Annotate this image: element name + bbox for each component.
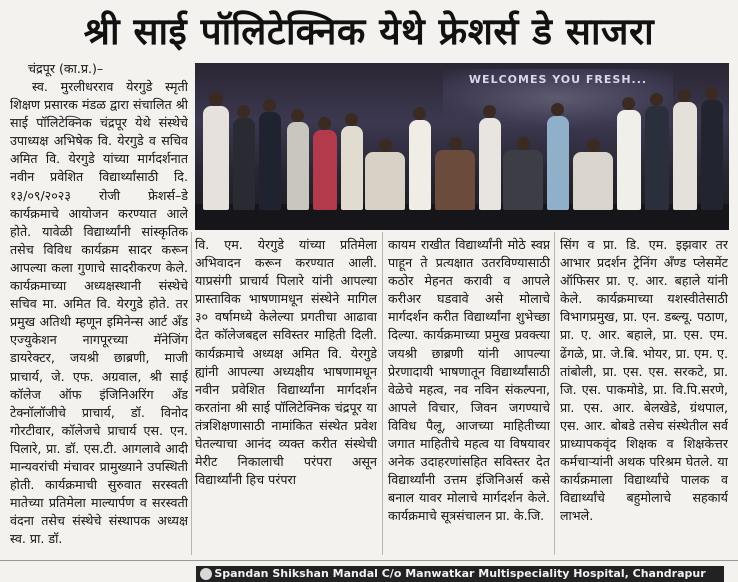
column-divider [191,232,192,555]
event-group-photo [195,63,729,230]
footer-divider [0,560,738,561]
column-divider [382,232,383,555]
article-column-1: स्व. मुरलीधरराव येरगुडे स्मृती शिक्षण प्रसारक मंडळ द्वारा संचालित श्री साई पॉलिटेक्निक चंद्रपूर येथे संस्थेचे उपाध्यक्ष अभिषेक वि. येरगुडे व सचिव अमित वि. येरगुडे यांच्या मार्गदर्शनात नवीन प्रवेशित विद्यार्थ्यांसाठी दि. १३/०९/२०२३ रोजी फ्रेशर्स–डे कार्यक्रमाचे आयोजन करण्यात आले होते. यावेळी विद्यार्थ्यांनी सांस्कृतिक तसेच विविध कार्यक्रम सादर करून आपल्या कला गुणाचे सादरीकरण केले. कार्यक्रमाच्या अध्यक्षस्थानी संस्थेचे सचिव मा. अमित वि. येरगुडे होते. तर प्रमुख अतिथी म्हणून इमिनेन्स आर्ट अँड एज्युकेशन नागपूरच्या मॅनेजिंग डायरेक्टर, जयश्री छाब्रणी, माजी प्राचार्य, जे. एफ. अग्रवाल, श्री साई कॉलेज ऑफ इंजिनिअरिंग अँड टेक्नॉलॉजीचे प्राचार्य, डॉ. विनोद गोरटीवार, कॉलेजचे प्राचार्य एस. एन. पिलारे, प्रा. डॉ. एस.टी. आगलावे आदी मान्यवरांची मंचावर प्रामुख्याने उपस्थिती होती. कार्यक्रमाची सुरुवात सरस्वती मातेच्या प्रतिमेला माल्यार्पण व सरस्वती वंदना तसेच संस्थेचे संस्थापक अध्यक्ष स्व. प्रा. डॉ. [10,79,188,547]
article-dateline: चंद्रपूर (का.प्र.)– [28,61,104,76]
article-headline: श्री साई पॉलिटेक्निक येथे फ्रेशर्स डे साजरा [83,9,655,53]
column-divider [554,232,555,555]
article-column-3: कायम राखीत विद्यार्थ्यांनी मोठे स्वप्न पाहून ते प्रत्यक्षात उतरविण्यासाठी कठोर मेहनत करावी व आपले करीअर घडवावे असे मोलाचे मार्गदर्शन करीत विद्यार्थ्यांना शुभेच्छा दिल्या. कार्यक्रमाच्या प्रमुख प्रवक्त्या जयश्री छाब्रणी यांनी आपल्या प्रेरणादायी भाषणातून विद्यार्थ्यांसाठी वेळेचे महत्व, नव नविन संकल्पना, आपले विचार, जिवन जगण्याचे विविध पैलू, आजच्या माहितीच्या जगात माहितीचे महत्व या विषयावर अनेक उदाहरणांसहित सविस्तर देत विद्यार्थ्यांनी उत्तम इंजिनिअर्स कसे बनाल यावर मोलाचे मार्गदर्शन केले. कार्यक्रमाचे सूत्रसंचालन प्रा. के.जि. [388,237,550,524]
article-column-2: वि. एम. येरगुडे यांच्या प्रतिमेला अभिवादन करून करण्यात आली. याप्रसंगी प्राचार्य पिलारे यांनी आपल्या प्रास्ताविक भाषणामधून संस्थेने मागिल ३० वर्षामध्ये केलेल्या प्रगतीचा आढावा देत कॉलेजबद्दल सविस्तर माहिती दिली. कार्यक्रमाचे अध्यक्ष अमित वि. येरगुडे ह्यांनी आपल्या अध्यक्षीय भाषणामधून नवीन प्रवेशित विद्यार्थ्यांना मार्गदर्शन करतांना श्री साई पॉलिटेक्निक चंद्रपूर या तंत्रशिक्षणासाठी नामांकित संस्थेत प्रवेश घेतल्याचा आनंद व्यक्त करीत संस्थेची मेरीट निकालाची परंपरा असून विद्यार्थ्यांनी हिच परंपरा [195,237,377,488]
photo-backdrop-banner: WELCOMES YOU FRESH... [443,69,673,127]
sponsor-footer-strip: Spandan Shikshan Mandal C/o Manwatkar Multispeciality Hospital, Chandrapur [196,566,724,582]
article-column-4: सिंग व प्रा. डि. एम. इझवार तर आभार प्रदर्शन ट्रेनिंग अँण्ड प्लेसमेंट ऑफिसर प्रा. ए. आर. बहाले यांनी केले. कार्यक्रमाच्या यशस्वीतेसाठी विभागप्रमुख, प्रा. एन. डब्ल्यू. पठाण, प्रा. ए. आर. बहाले, प्रा. एस. एम. ढेंगळे, प्रा. जे.बि. भोयर, प्रा. एम. ए. तांबोली, प्रा. एस. एस. सरकटे, प्रा. जि. एस. पाकमोडे, प्रा. वि.पि.सरणे, प्रा. एस. आर. बेलखेडे, ग्रंथपाल, एस. आर. बोबडे तसेच संस्थेतील सर्व प्राध्यापकवृंद शिक्षक व शिक्षकेत्तर कर्मचाऱ्यांनी अथक परिश्रम घेतले. या कार्यक्रमाला विद्यार्थ्यांचे पालक व विद्यार्थ्यांचे बहुमोलाचे सहकार्य लाभले. [560,237,728,524]
sponsor-logo-icon [200,568,212,580]
